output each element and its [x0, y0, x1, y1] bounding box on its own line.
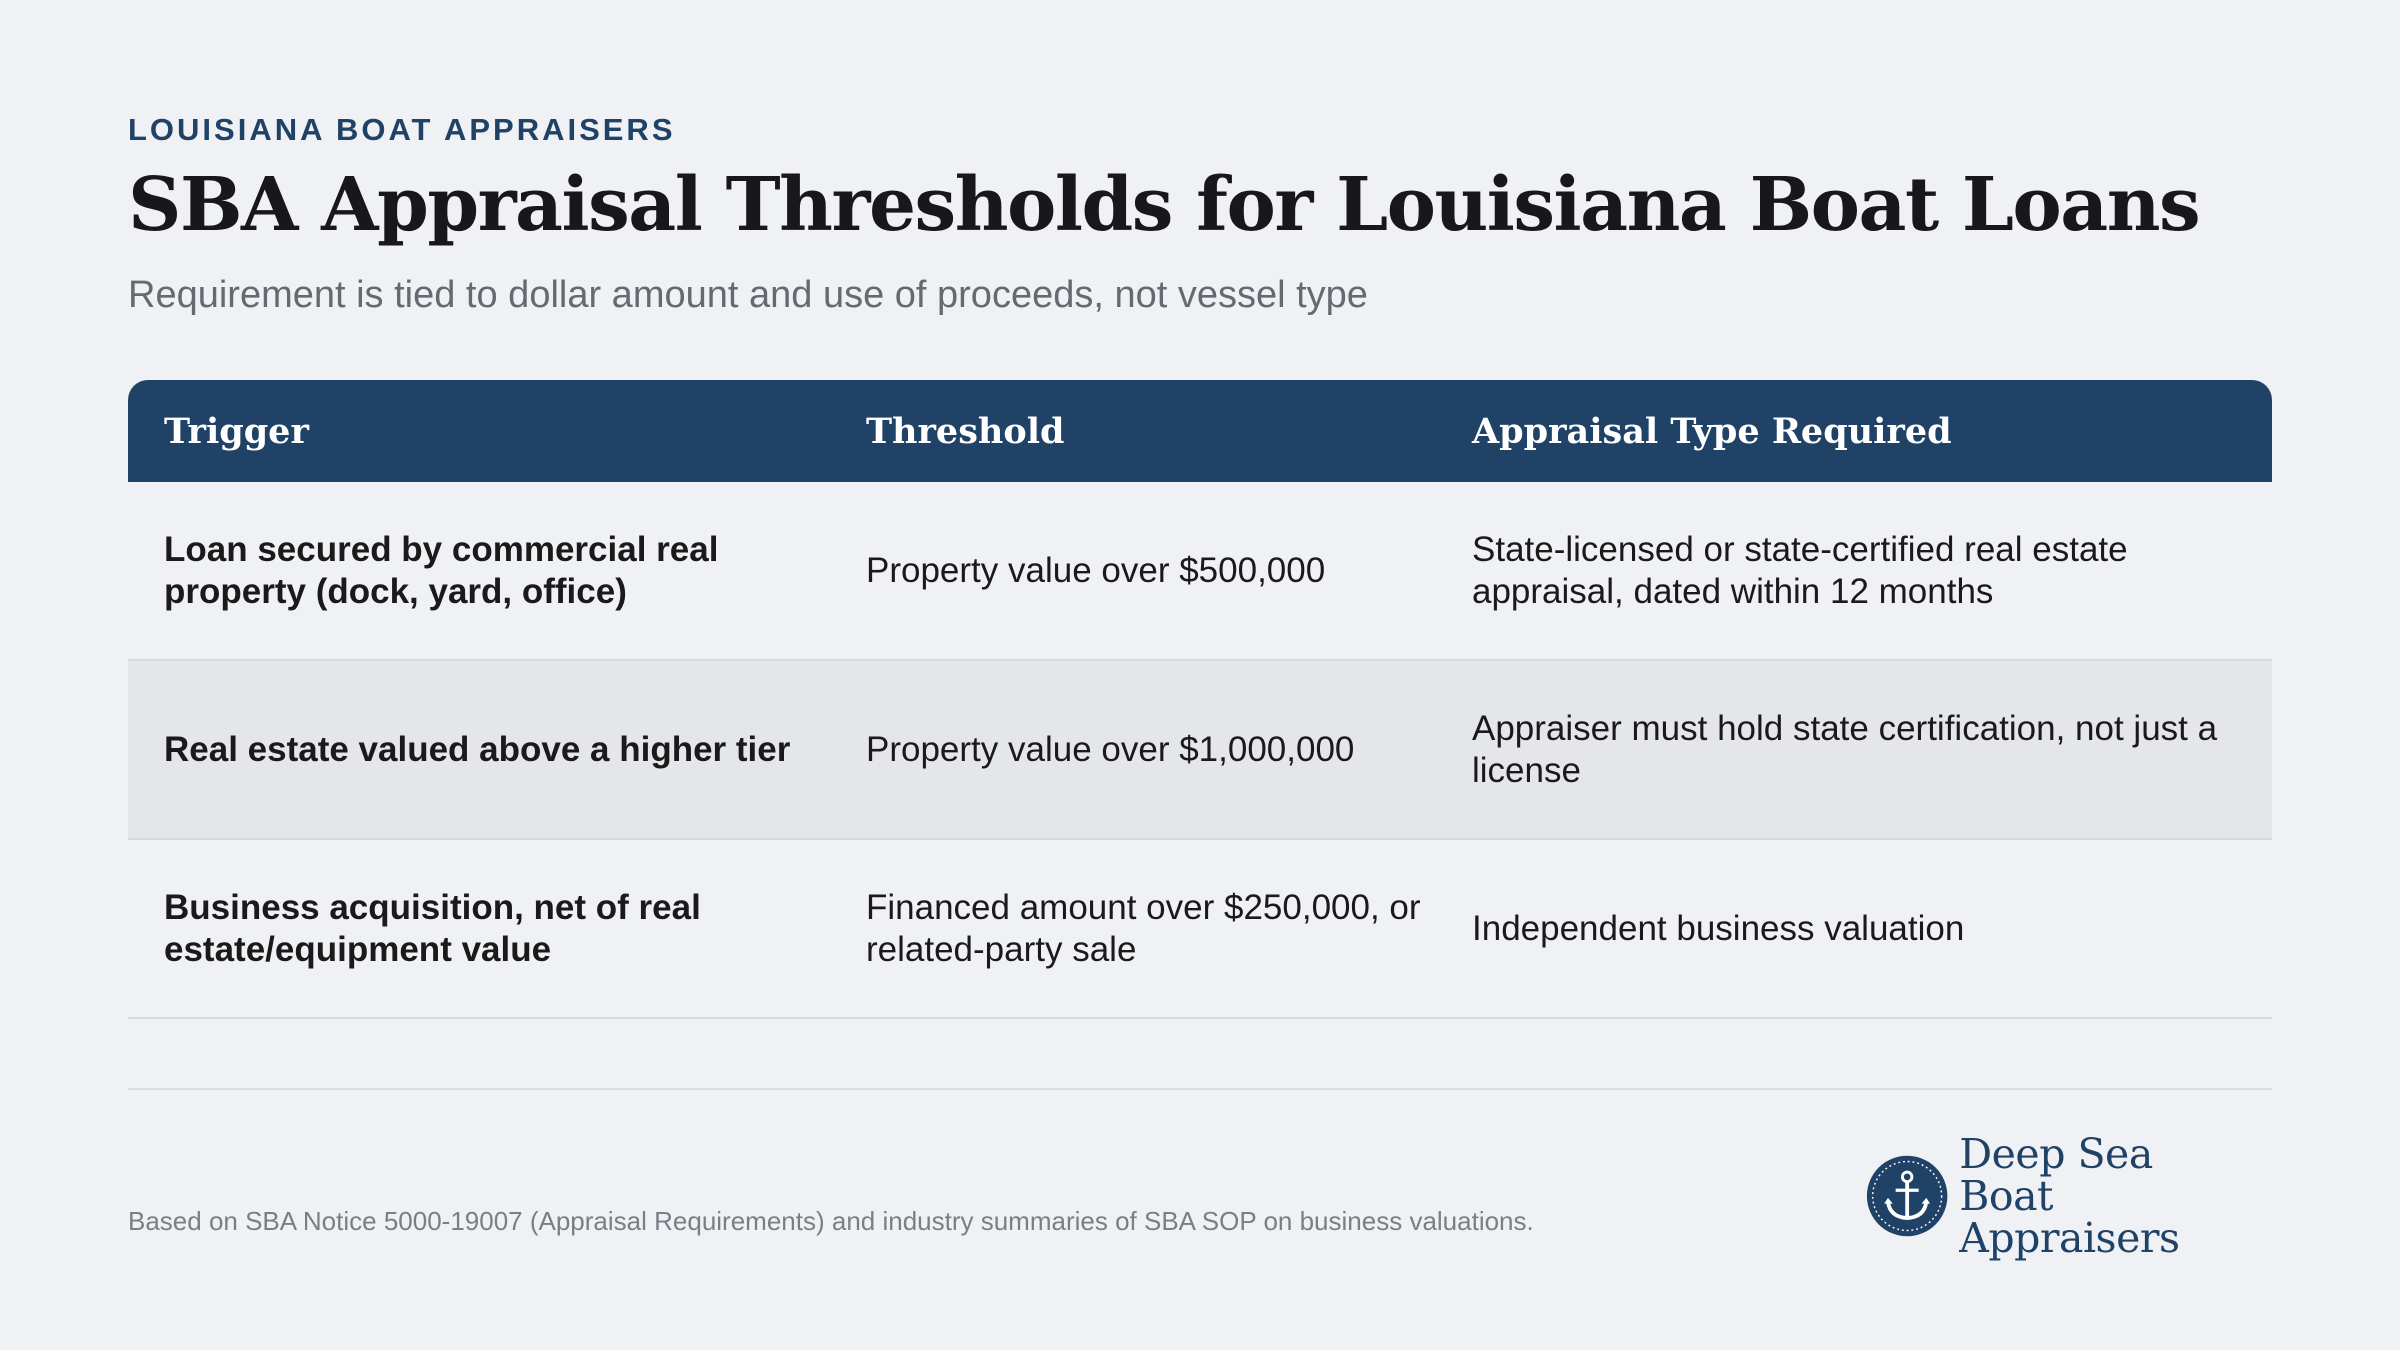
- brand-logo: [1865, 1130, 2272, 1262]
- column-header-trigger: Trigger: [164, 410, 309, 452]
- footer-divider: [128, 1088, 2272, 1090]
- cell-trigger: Business acquisition, net of real estate/equipment value: [164, 887, 701, 969]
- column-header-appraisal: Appraisal Type Required: [1472, 410, 1952, 452]
- page-subtitle: Requirement is tied to dollar amount and use of proceeds, not vessel type: [128, 274, 1368, 316]
- cell-threshold: Property value over $500,000: [866, 550, 1326, 590]
- brand-name-line2: Boat Appraisers: [1959, 1172, 2180, 1262]
- source-footnote: Based on SBA Notice 5000-19007 (Appraisal Requirements) and industry summaries of SBA SOP on business valuations.: [128, 1206, 1534, 1236]
- cell-appraisal: Appraiser must hold state certification, not just a license: [1472, 708, 2218, 790]
- table-header: [128, 380, 2272, 482]
- eyebrow-label: LOUISIANA BOAT APPRAISERS: [128, 112, 676, 147]
- brand-name-line1: Deep Sea: [1959, 1130, 2153, 1178]
- cell-appraisal: State-licensed or state-certified real estate appraisal, dated within 12 months: [1472, 529, 2128, 611]
- cell-threshold: Property value over $1,000,000: [866, 729, 1355, 769]
- table-row: [128, 840, 2272, 1019]
- table-row: [128, 482, 2272, 661]
- cell-trigger: Loan secured by commercial real property (dock, yard, office): [164, 529, 719, 611]
- table-row: [128, 661, 2272, 840]
- column-header-threshold: Threshold: [866, 410, 1065, 452]
- document-page: [128, 0, 2272, 1350]
- cell-appraisal: Independent business valuation: [1472, 908, 1965, 948]
- thresholds-table: [128, 380, 2272, 1019]
- page-title: SBA Appraisal Thresholds for Louisiana Boat Loans: [128, 162, 2200, 248]
- anchor-icon: [1865, 1152, 1949, 1240]
- brand-name: [1959, 1130, 2272, 1262]
- cell-trigger: Real estate valued above a higher tier: [164, 729, 791, 769]
- cell-threshold: Financed amount over $250,000, or related-party sale: [866, 887, 1421, 969]
